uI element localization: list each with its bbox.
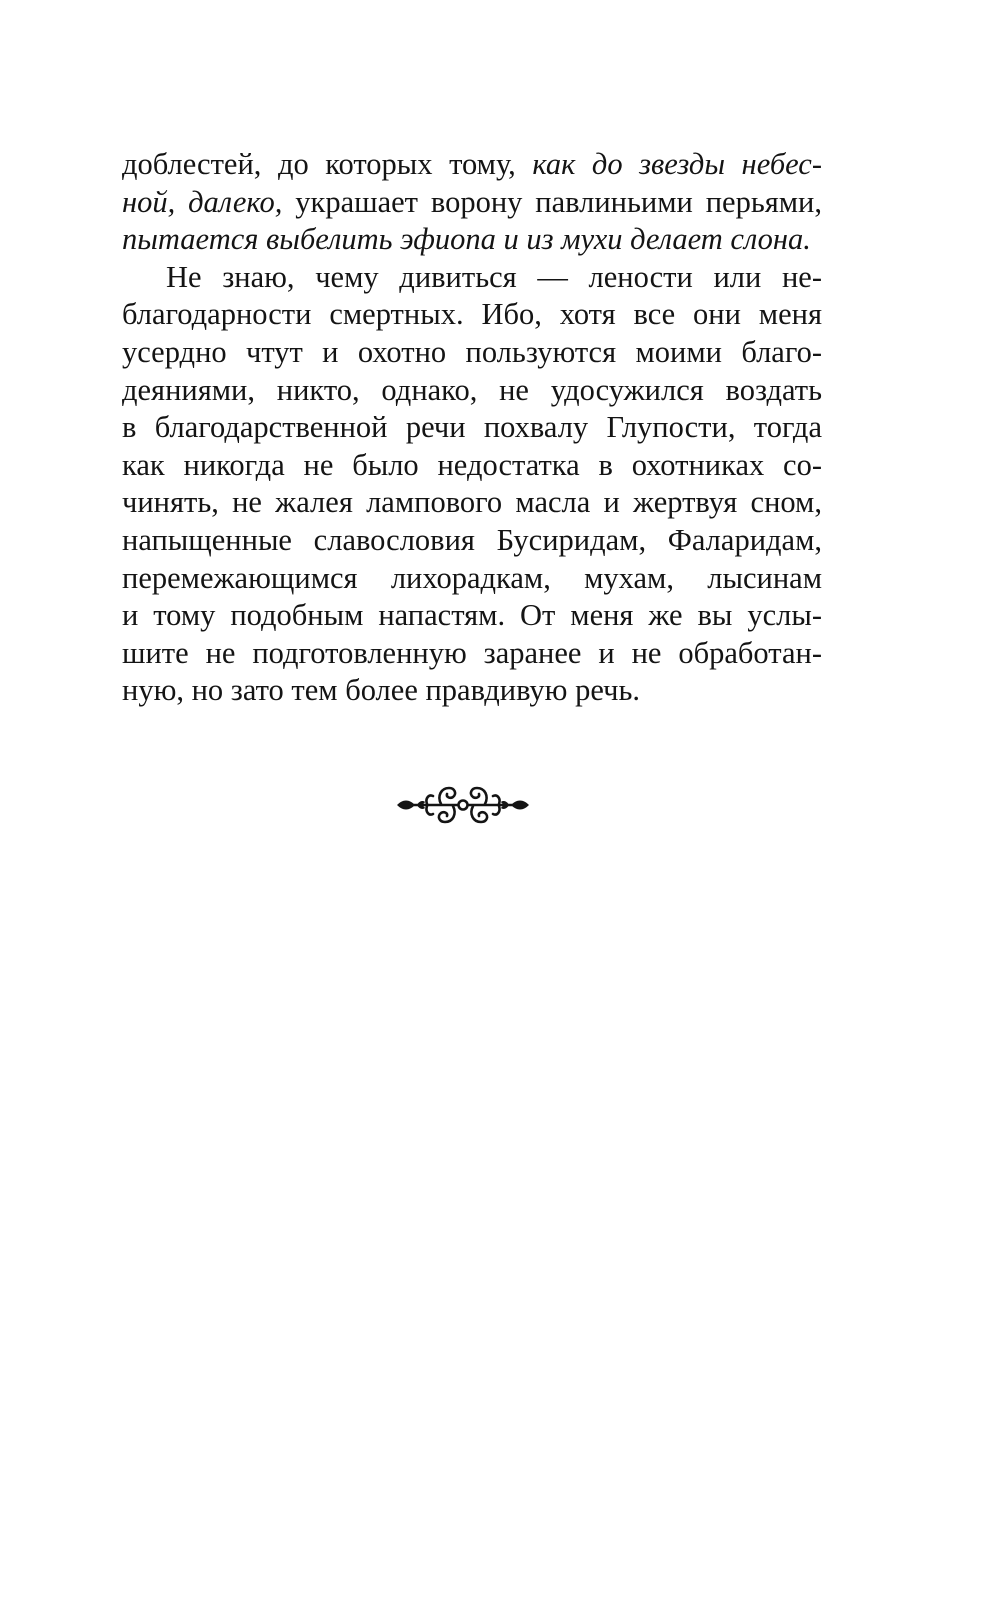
text-line: напыщенные славословия Бусиридам, Фаларидам, bbox=[122, 522, 822, 557]
text-line: шите не подготовленную заранее и не обработан- bbox=[122, 635, 822, 670]
text-line: ной, далеко, украшает ворону павлиньими перьями, bbox=[122, 184, 822, 219]
paragraph-2 bbox=[122, 259, 822, 710]
text-line: как никогда не было недостатка в охотниках со- bbox=[122, 447, 822, 482]
text-line: доблестей, до которых тому, как до звезды небес- bbox=[122, 147, 822, 181]
text-line: и тому подобным напастям. От меня же вы услы- bbox=[122, 598, 822, 633]
body-text bbox=[122, 146, 822, 710]
text-line: усердно чтут и охотно пользуются моими благо- bbox=[122, 334, 822, 369]
text-line: чинять, не жалея лампового масла и жертвуя сном, bbox=[122, 485, 822, 520]
text-line: благодарности смертных. Ибо, хотя все они меня bbox=[122, 297, 822, 332]
text-line: Не знаю, чему дивиться — лености или не- bbox=[166, 259, 822, 294]
fleuron-divider-icon bbox=[395, 778, 531, 832]
text-line: перемежающимся лихорадкам, мухам, лысинам bbox=[122, 560, 822, 595]
text-line: ную, но зато тем более правдивую речь. bbox=[122, 673, 640, 708]
paragraph-1 bbox=[122, 146, 822, 259]
text-line: пытается выбелить эфиопа и из мухи делает слона. bbox=[122, 222, 811, 257]
text-line: деяниями, никто, однако, не удосужился воздать bbox=[122, 372, 822, 407]
text-line: в благодарственной речи похвалу Глупости, тогда bbox=[122, 410, 822, 445]
